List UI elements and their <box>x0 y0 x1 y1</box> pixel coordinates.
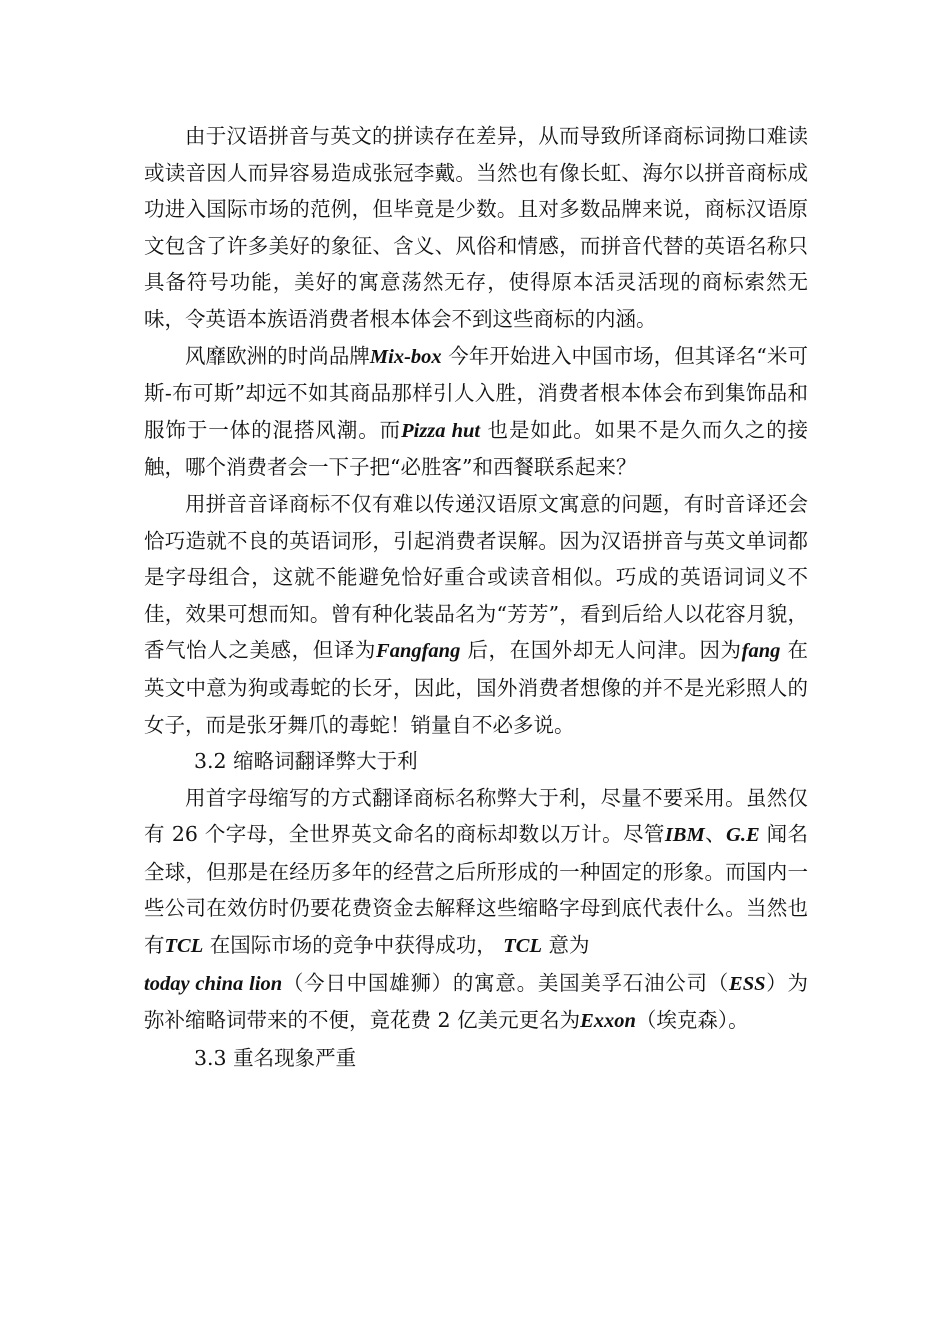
brand-tcl-second: TCL <box>503 935 542 958</box>
brand-tcl: TCL <box>164 935 204 958</box>
brand-ibm: IBM <box>664 824 705 847</box>
brand-ess: ESS <box>729 972 766 995</box>
paragraph-abbreviation <box>144 780 808 1040</box>
paragraph-text: 由于汉语拼音与英文的拼读存在差异，从而导致所译商标词拗口难读或读音因人而异容易造成张冠李戴。当然也有像长虹、海尔以拼音商标成功进入国际市场的范例，但毕竟是少数。且对多数品牌来说，商标汉语原文包含了许多美好的象征、含义、风俗和情感，而拼音代替的英语名称只具备符号功能，美好的寓意荡然无存，使得原本活灵活现的商标索然无味，令英语本族语消费者根本体会不到这些商标的内涵。 <box>144 124 808 331</box>
brand-fangfang: Fangfang <box>376 640 461 663</box>
paragraph-text: （今日中国雄狮）的寓意。美国美孚石油公司（ <box>282 970 730 995</box>
paragraph-mixbox-example <box>144 338 808 486</box>
brand-ge: G.E <box>726 824 760 847</box>
brand-mix-box: Mix-box <box>369 345 442 368</box>
paragraph-text: （埃克森）。 <box>635 1008 749 1033</box>
paragraph-text: ）为弥补缩略词带来的不便，竟花费 2 亿美元更名为 <box>144 970 809 1033</box>
paragraph-text: 后，在国外却无人问津。因为 <box>467 638 742 663</box>
paragraph-text: 在英文中意为狗或毒蛇的长牙，因此，国外消费者想像的并不是光彩照人的女子，而是张牙舞爪的毒蛇！销量自不必多说。 <box>144 638 808 737</box>
paragraph-text: 今年开始进入中国市场，但其译名“米可斯-布可斯”却远不如其商品那样引人入胜，消费者根本体会布到集饰品和服饰于一体的混搭风潮。而 <box>144 343 808 442</box>
brand-pizza-hut: Pizza hut <box>401 419 481 442</box>
paragraph-text: 在国际市场的竞争中获得成功， <box>209 933 497 958</box>
paragraph-text: 意为 <box>548 933 590 958</box>
paragraph-text: 也是如此。如果不是久而久之的接触，哪个消费者会一下子把“必胜客”和西餐联系起来？ <box>144 417 809 480</box>
section-heading-3-2: 3.2 缩略词翻译弊大于利 <box>194 749 418 774</box>
word-fang: fang <box>741 640 781 663</box>
document-page <box>144 118 808 1076</box>
paragraph-text: 用拼音音译商标不仅有难以传递汉语原文寓意的问题，有时音译还会恰巧造就不良的英语词形，引起消费者误解。因为汉语拼音与英文单词都是字母组合，这就不能避免恰好重合或读音相似。巧成的英语词词义不佳，效果可想而知。曾有种化装品名为“芳芳”，看到后给人以花容月貌，香气怡人之美感，但译为 <box>144 491 808 663</box>
brand-exxon: Exxon <box>580 1010 636 1033</box>
paragraph-text: 、 <box>704 822 727 847</box>
paragraph-fangfang-example <box>144 486 808 743</box>
paragraph-text: 用首字母缩写的方式翻译商标名称弊大于利，尽量不要采用。虽然仅有 26 个字母，全世界英文命名的商标却数以万计。尽管 <box>144 785 808 847</box>
phrase-today-china-lion: today china lion <box>144 972 283 995</box>
section-heading-3-3: 3.3 重名现象严重 <box>194 1045 357 1070</box>
paragraph-pinyin-difference <box>144 118 808 338</box>
paragraph-text: 风靡欧洲的时尚品牌 <box>185 343 370 368</box>
paragraph-text: 闻名全球，但那是在经历多年的经营之后所形成的一种固定的形象。而国内一些公司在效仿时仍要花费资金去解释这些缩略字母到底代表什么。当然也有 <box>144 822 809 958</box>
